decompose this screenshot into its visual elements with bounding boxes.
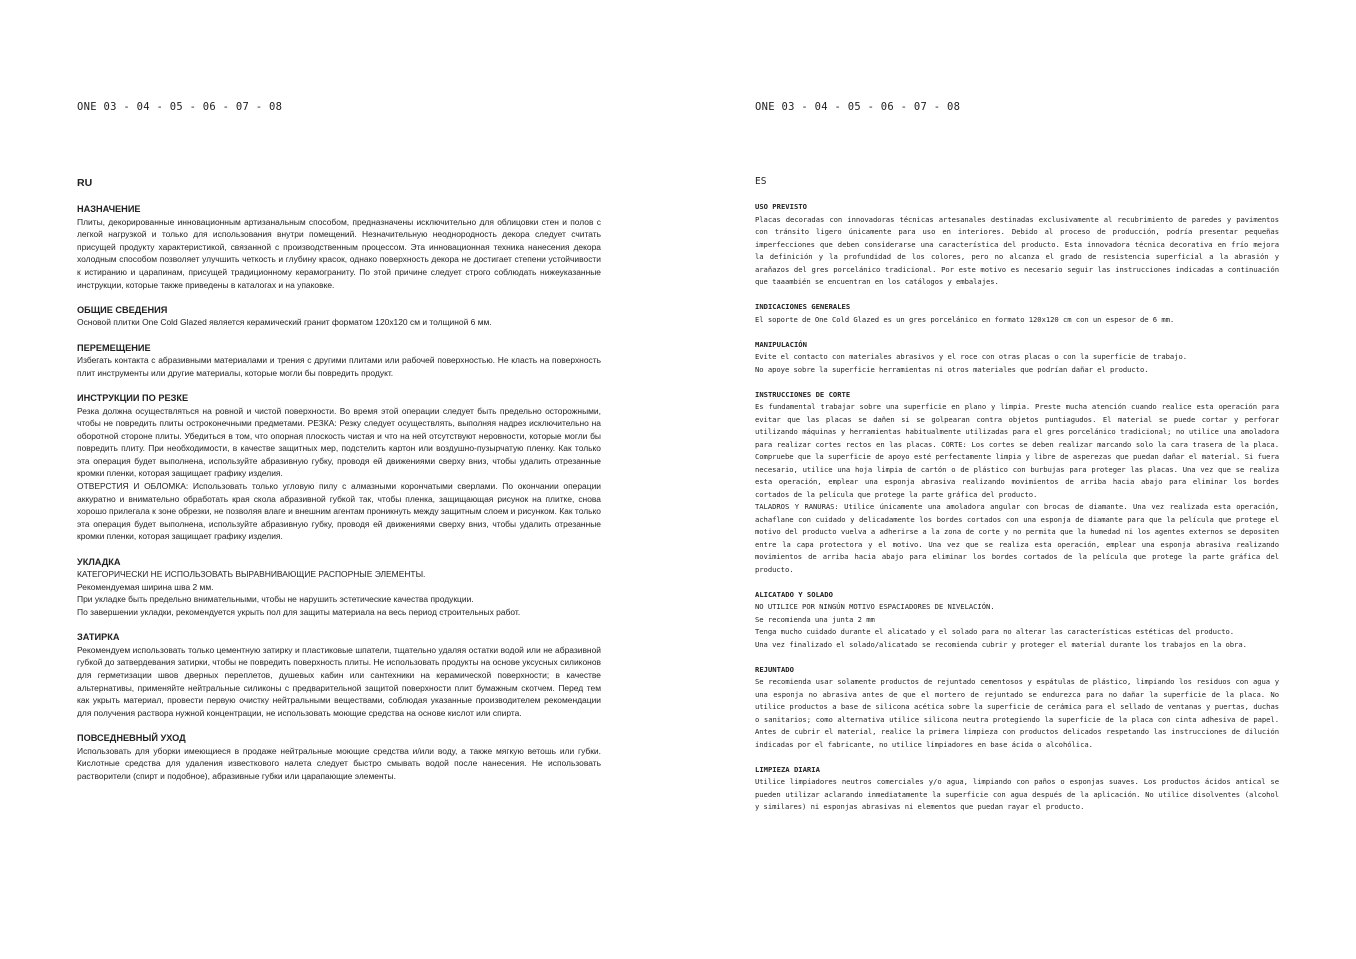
section-body: Избегать контакта с абразивными материалами и трения с другими плитами или рабочей поверхностью. Не класть на поверхность плит инструменты или другие материалы, которые могли бы повредить продукт. [77,355,601,378]
section-daily-care [77,732,601,782]
page-header: ONE 03 - 04 - 05 - 06 - 07 - 08 [77,101,283,113]
section-body: TALADROS Y RANURAS: Utilice únicamente una amoladora angular con brocas de diamante. Una vez realizada esta operación, achaflane con cuidado y delicadamente los bordes cortados con una esponja de diamante para que la película que protege el motivo del producto vuelva a adherirse a la zona de corte y no permita que la humedad ni los agentes externos se depositen entre la capa protectora y el motivo. Una vez que se realiza esta operación, emplear una esponja abrasiva realizando movimientos de arriba hacia abajo para eliminar los bordes cortados de la película que protege la parte gráfica del producto. [755,502,1279,574]
page-header: ONE 03 - 04 - 05 - 06 - 07 - 08 [755,101,961,113]
section-general [77,304,601,329]
section-body: Utilice limpiadores neutros comerciales y/o agua, limpiando con paños o esponjas suaves. Los productos ácidos antical se pueden utilizar aclarando inmediatamente la superficie con agua después de la aplicación. No utilice disolventes (alcohol y similares) ni esponjas abrasivas ni elementos que puedan rayar el producto. [755,777,1279,811]
section-body: Резка должна осуществляться на ровной и чистой поверхности. Во время этой операции следует быть предельно осторожными, чтобы не повредить плиты остроконечными предметами. РЕЗКА: Резку следует осуществлять, выполняя надрез исключительно на оборотной стороне плиты. Убедиться в том, что опорная плоскость чистая и что на ней отсутствуют неровности, которые могли бы повредить плиту. При необходимости, в качестве защитных мер, подстелить картон или воздушно-пузырчатую пленку. Как только эта операция будет выполнена, используйте абразивную губку, проводя ей движениями сверху вниз, чтобы удалить отрезанные кромки пленки, которая защищает графику изделия. [77,405,601,479]
text-line: Tenga mucho cuidado durante el alicatado y el solado para no alterar las características estéticas del producto. [755,627,1235,636]
section-body: Рекомендуем использовать только цементную затирку и пластиковые шпатели, тщательно удаляя остатки водой или не абразивной губкой до затвердевания затирки, чтобы не повредить поверхность плиты. Не использовать продукты на основе уксусных силиконов для герметизации швов дверных переплетов, душевых кабин или сантехники на керамической поверхности; в качестве альтернативы, применяйте нейтральные силиконы с предварительной защитой поверхности плит бумажным скотчем. Перед тем как укрыть материал, провести первую очистку нейтральными веществами, соблюдая указанные производителем рекомендации для получения раствора нужной концентрации, не использовать моющие средства на основе кислот или спирта. [77,644,601,718]
section-body [755,601,1279,651]
section-title: INSTRUCCIONES DE CORTE [755,389,851,399]
text-line: NO UTILICE POR NINGÚN MOTIVO ESPACIADORES DE NIVELACIÓN. [755,602,995,611]
section-body: Плиты, декорированные инновационным артизанальным способом, предназначены исключительно для облицовки стен и полов с легкой нагрузкой и только для использования внутри помещений. Незначительную неоднородность декора следует считать присущей продукту характеристикой, связанной с производственным процессом. Эта инновационная техника нанесения декора холодным способом позволяет улучшить четкость и глубину красок, однако поверхность декора не достигает степени устойчивости к истиранию и царапинам, присущей традиционному керамограниту. По этой причине следует строго соблюдать нижеуказанные инструкции, которые также приведены в каталогах и на упаковке. [77,216,601,290]
text-line: Рекомендуемая ширина шва 2 мм. [77,581,214,592]
es-column [755,201,1279,814]
text-line: Una vez finalizado el solado/alicatado se recomienda cubrir y proteger el material durante los trabajos en la obra. [755,639,1247,649]
section-general [755,301,1279,326]
section-title: ПЕРЕМЕЩЕНИЕ [77,342,151,353]
page-right-es [678,0,1356,959]
language-label: RU [77,177,93,189]
section-body [77,568,601,618]
section-daily-care [755,764,1279,814]
section-body: Использовать для уборки имеющиеся в продаже нейтральные моющие средства и/или воду, а также мягкую ветошь или губки. Кислотные средства для удаления известкового налета следует быстро смывать водой после нанесения. Не использовать растворители (спирт и подобное), абразивные губки или царапающие элементы. [77,745,601,781]
section-title: ЗАТИРКА [77,632,120,643]
section-cutting [755,389,1279,577]
section-title: REJUNTADO [755,664,794,674]
section-body: Основой плитки One Cold Glazed является керамический гранит форматом 120x120 см и толщиной 6 мм. [77,317,492,328]
section-title: INDICACIONES GENERALES [755,302,851,311]
section-grouting [755,664,1279,752]
section-purpose [77,203,601,291]
section-title: ПОВСЕДНЕВНЫЙ УХОД [77,732,186,743]
section-laying [755,589,1279,652]
section-title: LIMPIEZA DIARIA [755,764,820,774]
text-line: Se recomienda una junta 2 mm [755,614,875,624]
section-handling [77,342,601,380]
section-body: ОТВЕРСТИЯ И ОБЛОМКА: Использовать только угловую пилу с алмазными корончатыми сверлами. По окончании операции аккуратно и внимательно обработать края скола абразивной губкой так, чтобы пленка, защищающая рисунок на плитке, снова хорошо прилегала к зоне обрезки, не позволяя влаге и внешним агентам проникнуть между защитным слоем и рисунком. Как только эта операция будет выполнена, используйте абразивную губку, проводя ей движениями сверху вниз, чтобы удалить отрезанные кромки пленки, которая защищает графику изделия. [77,481,601,542]
section-title: ОБЩИЕ СВЕДЕНИЯ [77,304,168,315]
text-line: По завершении укладки, рекомендуется укрыть пол для защиты материала на весь период строительных работ. [77,607,521,617]
text-line: No apoye sobre la superficie herramientas ni otros materiales que podrían dañar el producto. [755,364,1149,374]
section-laying [77,556,601,619]
section-handling [755,339,1279,377]
section-title: USO PREVISTO [755,202,807,211]
section-body: Se recomienda usar solamente productos de rejuntado cementosos y espátulas de plástico, limpiando los residuos con agua y una esponja no abrasiva antes de que el mortero de rejuntado se endurezca para no dañar la superficie de la placa. No utilice productos a base de silicona acética sobre la superficie de cerámica para el sellado de ventanas y puertas, duchas o sanitarios; como alternativa utilice silicona neutra protegiendo la superficie de la placa con cinta adhesiva de papel. Antes de cubrir el material, realice la primera limpieza con productos delicados respetando las instrucciones de dilución indicadas por el fabricante, no utilice limpiadores en base ácida o alcohólica. [755,677,1279,749]
section-title: MANIPULACIÓN [755,339,807,349]
text-line: При укладке быть предельно внимательными, чтобы не нарушить эстетические качества продукции. [77,594,474,605]
text-line: КАТЕГОРИЧЕСКИ НЕ ИСПОЛЬЗОВАТЬ ВЫРАВНИВАЮЩИЕ РАСПОРНЫЕ ЭЛЕМЕНТЫ. [77,569,426,580]
section-title: ALICATADO Y SOLADO [755,589,833,599]
section-title: ИНСТРУКЦИИ ПО РЕЗКЕ [77,392,189,403]
section-title: НАЗНАЧЕНИЕ [77,204,141,214]
section-body [755,351,1279,376]
section-cutting [77,392,601,543]
section-body: El soporte de One Cold Glazed es un gres porcelánico en formato 120x120 cm con un espesor de 6 mm. [755,314,1175,324]
text-line: Evite el contacto con materiales abrasivos y el roce con otras placas o con la superficie de trabajo. [755,352,1188,361]
section-purpose [755,201,1279,289]
ru-column [77,203,601,782]
section-title: УКЛАДКА [77,556,121,567]
section-grouting [77,631,601,719]
language-label: ES [755,176,767,187]
section-body: Placas decoradas con innovadoras técnicas artesanales destinadas exclusivamente al recubrimiento de paredes y pavimentos con tránsito ligero únicamente para uso en interiores. Debido al proceso de producción, podría presentar pequeñas imperfecciones que deben considerarse una característica del producto. Esta innovadora técnica decorativa en frío mejora la definición y la profundidad de los colores, pero no alcanza el grado de resistencia superficial a la abrasión y arañazos del gres porcelánico tradicional. Por este motivo es necesario seguir las instrucciones indicadas a continuación que taaambién se encuentran en los catálogos y embalajes. [755,214,1279,286]
section-body: Es fundamental trabajar sobre una superficie en plano y limpia. Preste mucha atención cuando realice esta operación para evitar que las placas se dañen si se golpearan contra objetos puntiagudos. El material se puede cortar y perforar utilizando máquinas y herramientas habitualmente utilizadas para el gres porcelánico tradicional; no utilice una amoladora para realizar cortes rectos en las placas. CORTE: Los cortes se deben realizar marcando solo la cara trasera de la placa. Compruebe que la superficie de apoyo esté perfectamente limpia y libre de asperezas que puedan dañar el material. Si fuera necesario, utilice una hoja limpia de cartón o de plástico con burbujas para proteger las placas. Una vez que se realiza esta operación, emplear una esponja abrasiva realizando movimientos de arriba hacia abajo para eliminar los bordes cortados de la película que protege la parte gráfica del producto. [755,402,1279,499]
